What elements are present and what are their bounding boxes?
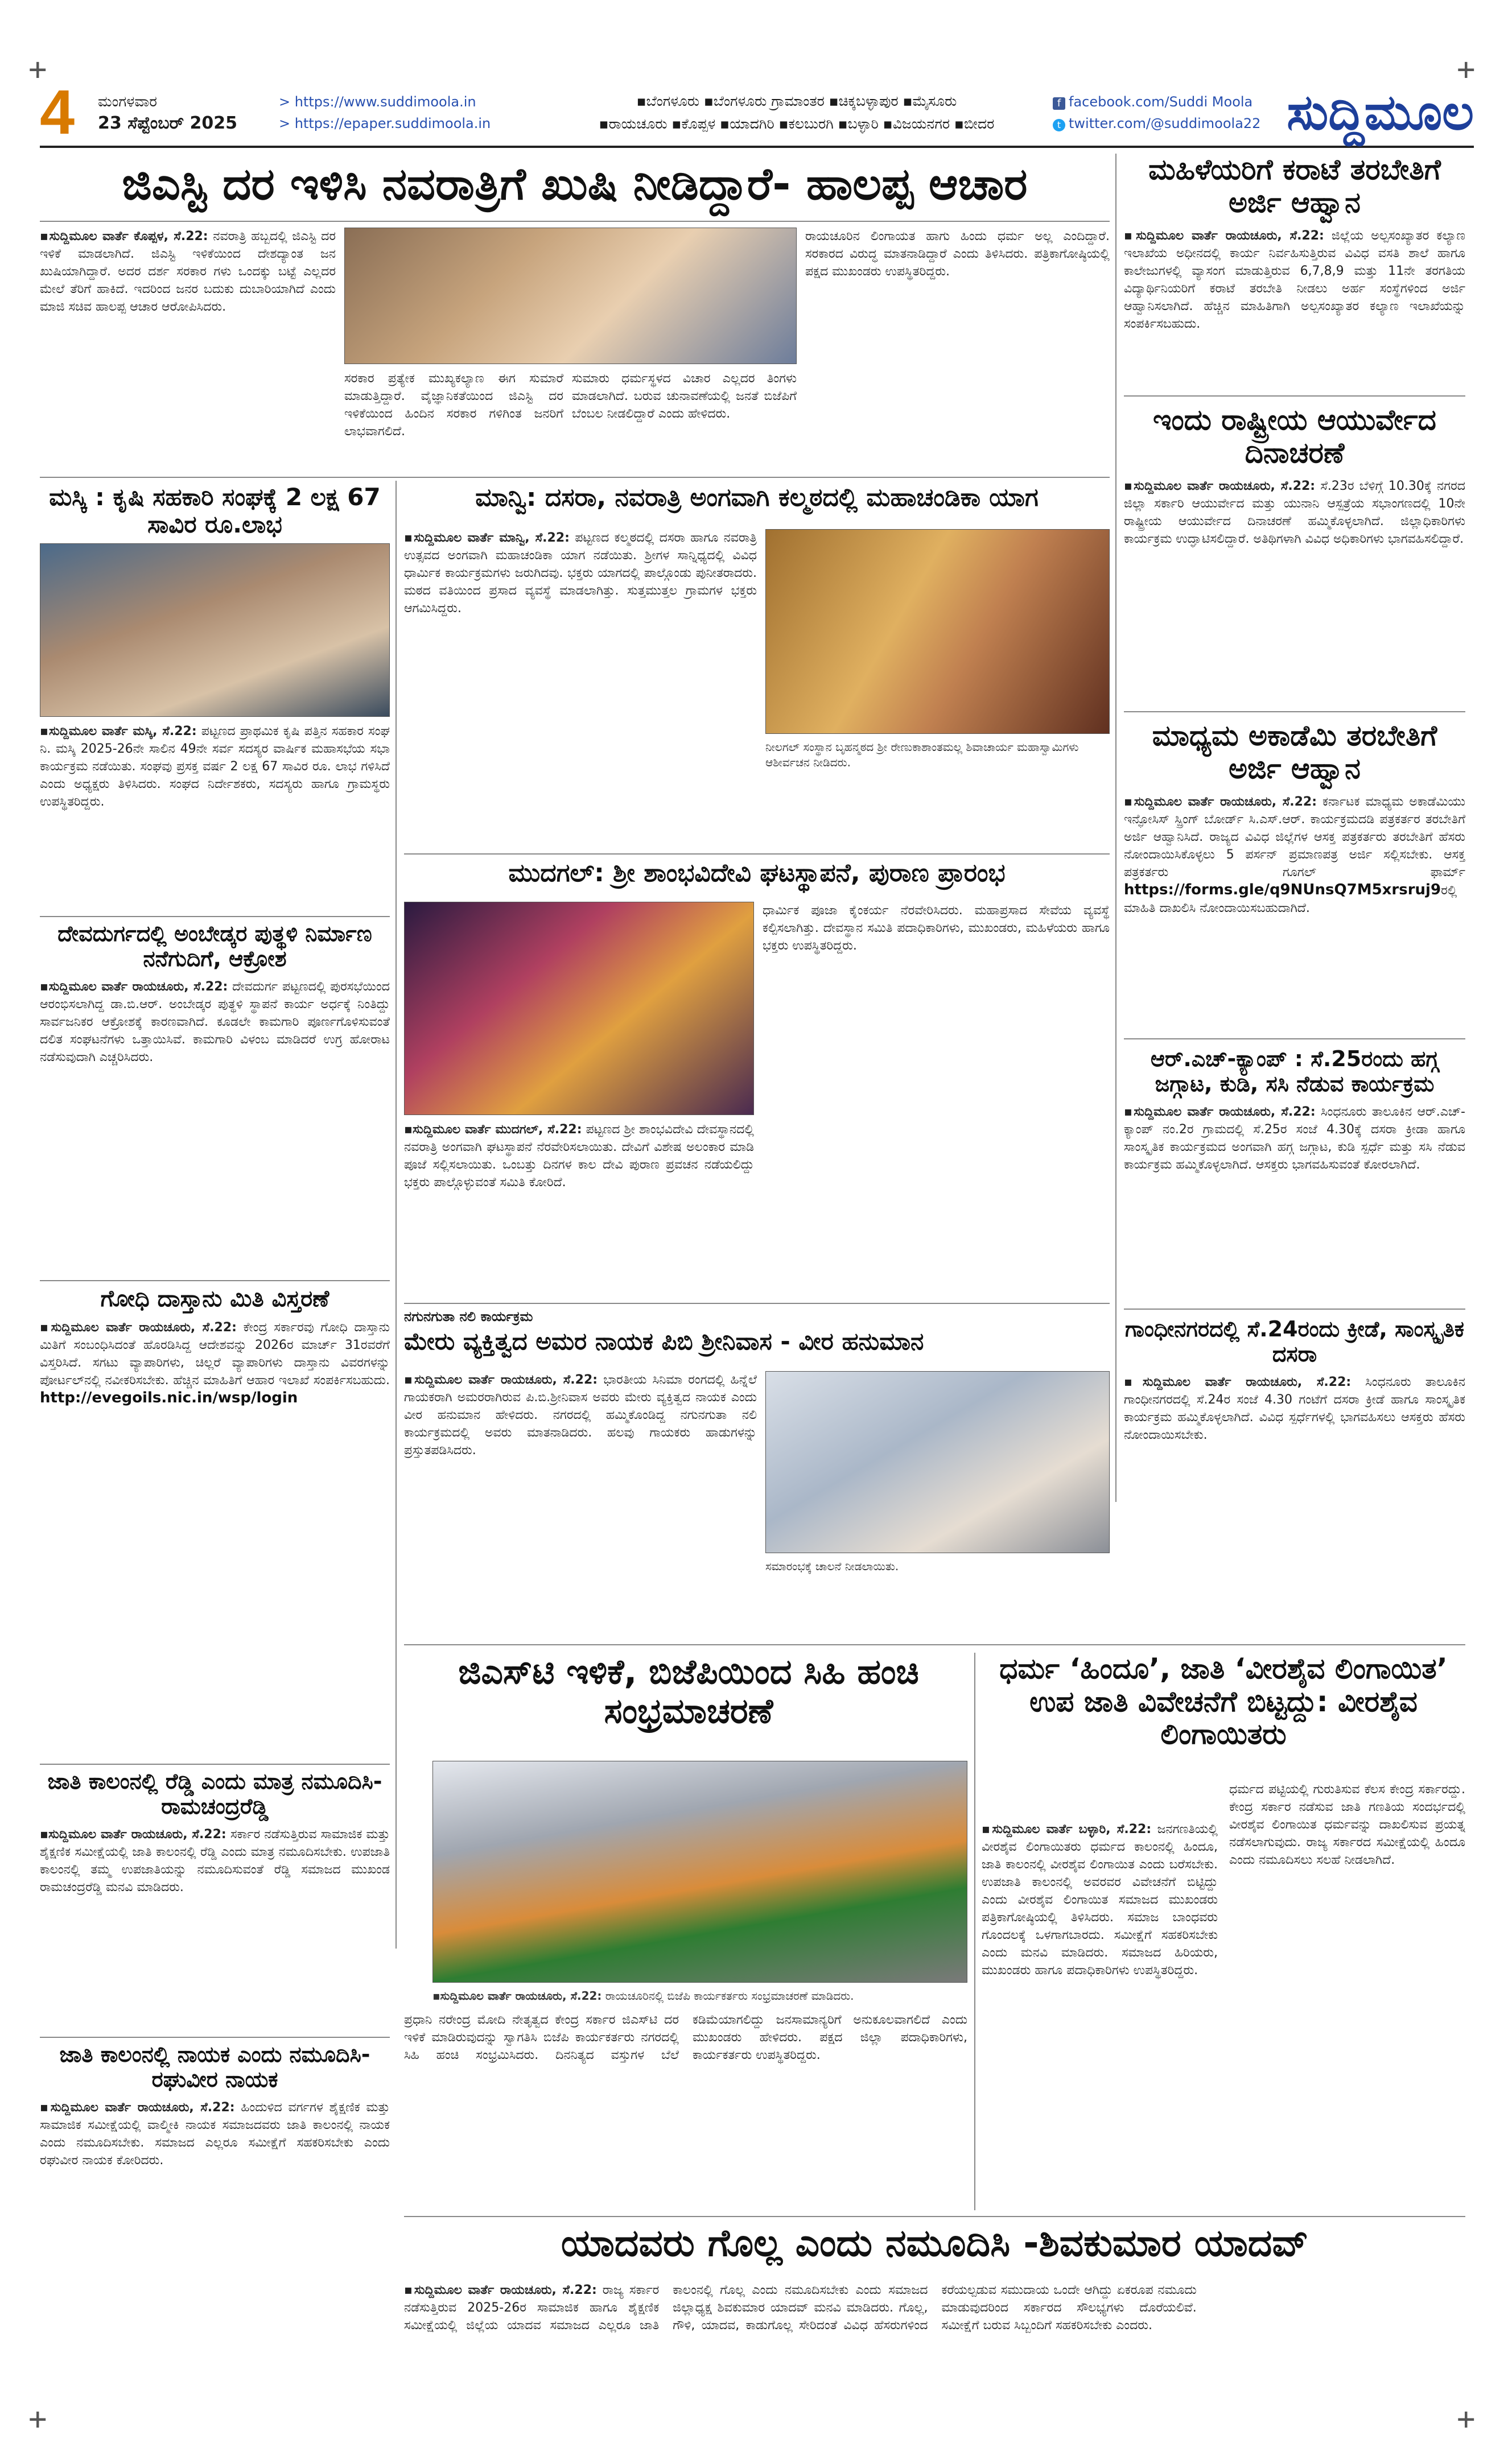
headline-media: ಮಾಧ್ಯಮ ಅಕಾಡೆಮಿ ತರಬೇತಿಗೆ ಅರ್ಜಿ ಆಹ್ವಾನ [1152,719,1437,785]
bjp-caption [432,1988,967,2004]
registration-mark: + [1457,2401,1476,2437]
kicker-pb-srinivas: ನಗುನಗುತಾ ನಲಿ ಕಾರ್ಯಕ್ರಮ [404,1309,533,1324]
byline-media: ▪ಸುದ್ದಿಮೂಲ ವಾರ್ತೆ ರಾಯಚೂರು, ಸೆ.22: [1124,795,1317,809]
bjp-caption-text: ರಾಯಚೂರಿನಲ್ಲಿ ಬಿಜೆಪಿ ಕಾರ್ಯಕರ್ತರು ಸಂಭ್ರಮಾಚರಣೆ ಮಾಡಿದರು. [605,1989,854,2003]
byline-yaga: ▪ಸುದ್ದಿಮೂಲ ವಾರ್ತೆ ಮಾನ್ವಿ, ಸೆ.22: [404,531,570,545]
photo-gst-press-meet [344,228,797,364]
headline-veerashaiva: ಧರ್ಮ ‘ಹಿಂದೂ’, ಜಾತಿ ‘ವೀರಶೈವ ಲಿಂಗಾಯಿತ’ ಉಪ ಜಾತಿ ವಿವೇಚನೆಗೆ ಬಿಟ್ಟದ್ದು: ವೀರಶೈವ ಲಿಂಗಾಯಿತರು [999,1652,1448,1751]
bjp-text: ಪ್ರಧಾನಿ ನರೇಂದ್ರ ಮೋದಿ ನೇತೃತ್ವದ ಕೇಂದ್ರ ಸರ್ಕಾರ ಜಿಎಸ್‌ಟಿ ದರ ಇಳಿಕೆ ಮಾಡಿರುವುದನ್ನು ಸ್ವಾಗತಿಸಿ ಬಿಜೆಪಿ ಕಾರ್ಯಕರ್ತರು ನಗರದಲ್ಲಿ ಸಿಹಿ ಹಂಚಿ ಸಂಭ್ರಮಿಸಿದರು. ದಿನನಿತ್ಯದ ವಸ್ತುಗಳ ಬೆಲೆ ಕಡಿಮೆಯಾಗಲಿದ್ದು ಜನಸಾಮಾನ್ಯರಿಗೆ ಅನುಕೂಲವಾಗಲಿದೆ ಎಂದು ಮುಖಂಡರು ಹೇಳಿದರು. ಪಕ್ಷದ ಜಿಲ್ಲಾ ಪದಾಧಿಕಾರಿಗಳು, ಕಾರ್ಯಕರ್ತರು ಉಪಸ್ಥಿತರಿದ್ದರು. [404,2013,967,2062]
byline-ayurveda: ▪ಸುದ್ದಿಮೂಲ ವಾರ್ತೆ ರಾಯಚೂರು, ಸೆ.22: [1124,479,1316,493]
gst-col-4 [805,228,1110,469]
masthead-logo: ಸುದ್ದಿಮೂಲ [1287,83,1474,141]
headline-mudagal: ಮುದಗಲ್: ಶ್ರೀ ಶಾಂಭವಿದೇವಿ ಘಟಸ್ಥಾಪನೆ, ಪುರಾಣ ಪ್ರಾರಂಭ [508,859,1006,888]
yaga-text-block [404,529,757,848]
yadava-text: ರಾಜ್ಯ ಸರ್ಕಾರ ನಡೆಸುತ್ತಿರುವ 2025-26ರ ಸಾಮಾಜಿಕ ಹಾಗೂ ಶೈಕ್ಷಣಿಕ ಸಮೀಕ್ಷೆಯಲ್ಲಿ ಜಿಲ್ಲೆಯ ಯಾದವ ಸಮಾಜದ ಎಲ್ಲರೂ ಜಾತಿ ಕಾಲಂನಲ್ಲಿ ಗೊಲ್ಲ ಎಂದು ನಮೂದಿಸಬೇಕು ಎಂದು ಸಮಾಜದ ಜಿಲ್ಲಾಧ್ಯಕ್ಷ ಶಿವಕುಮಾರ ಯಾದವ್ ಮನವಿ ಮಾಡಿದರು. ಗೊಲ್ಲ, ಗೌಳಿ, ಯಾದವ, ಕಾಡುಗೊಲ್ಲ ಸೇರಿದಂತೆ ವಿವಿಧ ಹೆಸರುಗಳಿಂದ ಕರೆಯಲ್ಪಡುವ ಸಮುದಾಯ ಒಂದೇ ಆಗಿದ್ದು ಏಕರೂಪ ನಮೂದು ಮಾಡುವುದರಿಂದ ಸರ್ಕಾರದ ಸೌಲಭ್ಯಗಳು ದೊರೆಯಲಿವೆ. ಸಮೀಕ್ಷೆಗೆ ಬರುವ ಸಿಬ್ಬಂದಿಗೆ ಸಹಕರಿಸಬೇಕು ಎಂದರು. [404,2283,1197,2333]
edition-cities [541,90,1053,135]
facebook-handle[interactable]: facebook.com/Suddi Moola [1069,94,1253,110]
article-yadava [404,2222,1465,2265]
bjp-text-block [404,2011,967,2205]
headline-pb-srinivas: ಮೇರು ವ್ಯಕ್ತಿತ್ವದ ಅಮರ ನಾಯಕ ಪಿಬಿ ಶ್ರೀನಿವಾಸ - ವೀರ ಹನುಮಾನ [404,1327,924,1355]
date-label: 23 ಸೆಪ್ಟೆಂಬರ್ 2025 [98,113,238,133]
day-label: ಮಂಗಳವಾರ [98,93,158,110]
photo-shambhavi-devi [404,902,754,1115]
oils-portal-link[interactable]: http://evegoils.nic.in/wsp/login [40,1389,298,1406]
website-link[interactable]: > https://www.suddimoola.in [279,94,476,110]
ayurveda-text: ಸೆ.23ರ ಬೆಳಿಗ್ಗೆ 10.30ಕ್ಕೆ ನಗರದ ಜಿಲ್ಲಾ ಸರ್ಕಾರಿ ಆಯುರ್ವೇದ ಮತ್ತು ಯುನಾನಿ ಆಸ್ಪತ್ರೆಯ ಸಭಾಂಗಣದಲ್ಲಿ 10ನೇ ರಾಷ್ಟ್ರೀಯ ಆಯುರ್ವೇದ ದಿನಾಚರಣೆ ಹಮ್ಮಿಕೊಳ್ಳಲಾಗಿದೆ. ಜಿಲ್ಲಾಧಿಕಾರಿಗಳು ಕಾರ್ಯಕ್ರಮ ಉದ್ಘಾಟಿಸಲಿದ್ದಾರೆ. ಅತಿಥಿಗಳಾಗಿ ವಿವಿಧ ಅಧಿಕಾರಿಗಳು ಭಾಗವಹಿಸಲಿದ್ದಾರೆ. [1124,479,1465,546]
twitter-icon: t [1053,119,1065,131]
article-rh-camp [1124,1047,1465,1297]
registration-mark: + [28,51,47,87]
headline-devadurga: ದೇವದುರ್ಗದಲ್ಲಿ ಅಂಬೇಡ್ಕರ ಪುತ್ಥಳಿ ನಿರ್ಮಾಣ ನನೆಗುದಿಗೆ, ಆಕ್ರೋಶ [57,921,372,971]
pb-srinivas-caption: ಸಮಾರಂಭಕ್ಕೆ ಚಾಲನೆ ನೀಡಲಾಯಿತು. [765,1559,899,1573]
byline-rh-camp: ▪ಸುದ್ದಿಮೂಲ ವಾರ್ತೆ ರಾಯಚೂರು, ಸೆ.22: [1124,1105,1316,1120]
registration-mark: + [1457,51,1476,87]
facebook-link[interactable] [1053,91,1269,113]
maski-text: ಪಟ್ಟಣದ ಪ್ರಾಥಮಿಕ ಕೃಷಿ ಪತ್ತಿನ ಸಹಕಾರ ಸಂಘ ನಿ. ಮಸ್ಕಿ 2025-26ನೇ ಸಾಲಿನ 49ನೇ ಸರ್ವ ಸದಸ್ಯರ ವಾರ್ಷಿಕ ಮಹಾಸಭೆಯ ಸಭಾ ಕಾರ್ಯಕ್ರಮ ನಡೆಯಿತು. ಸಂಘವು ಪ್ರಸಕ್ತ ವರ್ಷ 2 ಲಕ್ಷ 67 ಸಾವಿರ ರೂ. ಲಾಭ ಗಳಿಸಿದೆ ಎಂದು ಅಧ್ಯಕ್ಷರು ತಿಳಿಸಿದರು. ಸಂಘದ ನಿರ್ದೇಶಕರು, ಸದಸ್ಯರು ಹಾಗೂ ಗ್ರಾಮಸ್ಥರು ಉಪಸ್ಥಿತರಿದ್ದರು. [40,724,390,809]
epaper-url[interactable]: https://epaper.suddimoola.in [294,115,491,131]
article-reddy [40,1769,390,2008]
headline-gandhinagar: ಗಾಂಧೀನಗರದಲ್ಲಿ ಸೆ.24ರಂದು ಕ್ರೀಡೆ, ಸಾಂಸ್ಕೃತಿಕ ದಸರಾ [1125,1316,1464,1367]
byline-yadava: ▪ಸುದ್ದಿಮೂಲ ವಾರ್ತೆ ರಾಯಚೂರು, ಸೆ.22: [404,2283,597,2297]
byline-reddy: ▪ಸುದ್ದಿಮೂಲ ವಾರ್ತೆ ರಾಯಚೂರು, ಸೆ.22: [40,1827,226,1842]
yaga-text: ಪಟ್ಟಣದ ಕಲ್ಮಠದಲ್ಲಿ ದಸರಾ ಹಾಗೂ ನವರಾತ್ರಿ ಉತ್ಸವದ ಅಂಗವಾಗಿ ಮಹಾಚಂಡಿಕಾ ಯಾಗ ನಡೆಯಿತು. ಶ್ರೀಗಳ ಸಾನ್ನಿಧ್ಯದಲ್ಲಿ ವಿವಿಧ ಧಾರ್ಮಿಕ ಕಾರ್ಯಕ್ರಮಗಳು ಜರುಗಿದವು. ಭಕ್ತರು ಯಾಗದಲ್ಲಿ ಪಾಲ್ಗೊಂಡು ಪುನೀತರಾದರು. ಮಠದ ವತಿಯಿಂದ ಪ್ರಸಾದ ವ್ಯವಸ್ಥೆ ಮಾಡಲಾಗಿತ್ತು. ಸುತ್ತಮುತ್ತಲ ಗ್ರಾಮಗಳ ಭಕ್ತರು ಆಗಮಿಸಿದ್ದರು. [404,531,757,616]
page-header [40,77,1474,148]
website-url[interactable]: https://www.suddimoola.in [294,94,476,110]
article-wheat [40,1286,390,1654]
article-ayurveda [1124,404,1465,665]
pb-srinivas-text: ಭಾರತೀಯ ಸಿನಿಮಾ ರಂಗದಲ್ಲಿ ಹಿನ್ನೆಲೆ ಗಾಯಕರಾಗಿ ಅಮರರಾಗಿರುವ ಪಿ.ಬಿ.ಶ್ರೀನಿವಾಸ ಅವರು ಮೇರು ವ್ಯಕ್ತಿತ್ವದ ನಾಯಕ ಎಂದು ವೀರ ಹನುಮಾನ ಹೇಳಿದರು. ನಗರದಲ್ಲಿ ಹಮ್ಮಿಕೊಂಡಿದ್ದ ನಗುನಗುತಾ ನಲಿ ಕಾರ್ಯಕ್ರಮದಲ್ಲಿ ಅವರು ಮಾತನಾಡಿದರು. ಹಲವು ಗಾಯಕರು ಹಾಡುಗಳನ್ನು ಪ್ರಸ್ತುತಪಡಿಸಿದರು. [404,1373,757,1458]
article-gst [40,154,1110,221]
article-chandika-yaga [404,484,1110,513]
article-devadurga [40,922,390,1240]
headline-yadava: ಯಾದವರು ಗೊಲ್ಲ ಎಂದು ನಮೂದಿಸಿ -ಶಿವಕುಮಾರ ಯಾದವ್ [561,2221,1309,2265]
yaga-caption: ನೀಲಗಲ್ ಸಂಸ್ಥಾನ ಬೃಹನ್ಮಠದ ಶ್ರೀ ರೇಣುಕಾಶಾಂತಮಲ್ಲ ಶಿವಾಚಾರ್ಯ ಮಹಾಸ್ವಾಮಿಗಳು ಆಶೀರ್ವಚನ ನೀಡಿದರು. [765,740,1079,769]
article-bjp [404,1653,973,1731]
gst-col-2 [344,370,563,469]
headline-gst: ಜಿಎಸ್ಟಿ ದರ ಇಳಿಸಿ ನವರಾತ್ರಿಗೆ ಖುಷಿ ನೀಡಿದ್ದಾರೆ- ಹಾಲಪ್ಪ ಆಚಾರ [122,159,1028,210]
headline-rh-camp: ಆರ್.ಎಚ್-ಕ್ಯಾಂಪ್ : ಸೆ.25ರಂದು ಹಗ್ಗ ಜಗ್ಗಾಟ, ಕುಡಿ, ಸಸಿ ನೆಡುವ ಕಾರ್ಯಕ್ರಮ [1150,1046,1439,1096]
gst-text-3: ಸುಮಾರು ಧರ್ಮಸ್ಥಳದ ವಿಚಾರ ಎಲ್ಲದರ ತಿಂಗಳು ಮಾಡಲಾಗಿದೆ. ಬರುವ ಚುನಾವಣೆಯಲ್ಲಿ ಜನತೆ ಬಿಜೆಪಿಗೆ ಬೆಂಬಲ ನೀಡಲಿದ್ದಾರೆ ಎಂದು ಹೇಳಿದರು. [572,372,797,421]
article-mudagal [404,859,1110,888]
veerashaiva-col-2 [1229,1781,1465,2207]
mudagal-text-block [404,1121,754,1297]
headline-chandika-yaga: ಮಾನ್ವಿ: ದಸರಾ, ನವರಾತ್ರಿ ಅಂಗವಾಗಿ ಕಲ್ಮಠದಲ್ಲಿ ಮಹಾಚಂಡಿಕಾ ಯಾಗ [475,483,1039,512]
nayaka-text: ಹಿಂದುಳಿದ ವರ್ಗಗಳ ಶೈಕ್ಷಣಿಕ ಮತ್ತು ಸಾಮಾಜಿಕ ಸಮೀಕ್ಷೆಯಲ್ಲಿ ವಾಲ್ಮೀಕಿ ನಾಯಕ ಸಮಾಜದವರು ಜಾತಿ ಕಾಲಂನಲ್ಲಿ ನಾಯಕ ಎಂದು ನಮೂದಿಸಬೇಕು. ಸಮಾಜದ ಎಲ್ಲರೂ ಸಮೀಕ್ಷೆಗೆ ಸಹಕರಿಸಬೇಕು ಎಂದು ರಘುವೀರ ನಾಯಕ ಕೋರಿದರು. [40,2100,390,2168]
mudagal-text-block-2 [763,902,1110,1297]
headline-bjp: ಜಿಎಸ್‌ಟಿ ಇಳಿಕೆ, ಬಿಜೆಪಿಯಿಂದ ಸಿಹಿ ಹಂಚಿ ಸಂಭ್ರಮಾಚರಣೆ [458,1652,919,1731]
reddy-text: ಸರ್ಕಾರ ನಡೆಸುತ್ತಿರುವ ಸಾಮಾಜಿಕ ಮತ್ತು ಶೈಕ್ಷಣಿಕ ಸಮೀಕ್ಷೆಯಲ್ಲಿ ಜಾತಿ ಕಾಲಂನಲ್ಲಿ ರೆಡ್ಡಿ ಎಂದು ಮಾತ್ರ ನಮೂದಿಸಬೇಕು. ಉಪಜಾತಿ ಕಾಲಂನಲ್ಲಿ ತಮ್ಮ ಉಪಜಾತಿಯನ್ನು ನಮೂದಿಸುವಂತೆ ರೆಡ್ಡಿ ಸಮಾಜದ ಮುಖಂಡ ರಾಮಚಂದ್ರರೆಡ್ಡಿ ಮನವಿ ಮಾಡಿದರು. [40,1827,390,1895]
twitter-link[interactable] [1053,113,1269,134]
yadava-text-block [404,2281,1465,2395]
gst-text-2: ಸರಕಾರ ಪ್ರತ್ಯೇಕ ಮುಖ್ಯಕಲ್ಯಾಣ ಈಗ ಸುಮಾರೆ ಮಾಡುತ್ತಿದ್ದಾರೆ. ವೈಜ್ಞಾನಿಕತೆಯಿಂದ ಜಿಎಸ್ಟಿ ದರ ಇಳಿಕೆಯಿಂದ ಹಿಂದಿನ ಸರಕಾರ ಗಳಿಗಿಂತ ಜನರಿಗೆ ಲಾಭವಾಗಲಿದೆ. [344,372,563,439]
article-pb-srinivas [404,1309,1110,1355]
maski-text-block [40,723,390,910]
headline-nayaka: ಜಾತಿ ಕಾಲಂನಲ್ಲಿ ನಾಯಕ ಎಂದು ನಮೂದಿಸಿ-ರಘುವೀರ ನಾಯಕ [59,2042,370,2092]
byline-bjp: ▪ಸುದ್ದಿಮೂಲ ವಾರ್ತೆ ರಾಯಚೂರು, ಸೆ.22: [432,1989,602,2003]
page-number: 4 [40,77,75,147]
rh-camp-text: ಸಿಂಧನೂರು ತಾಲೂಕಿನ ಆರ್.ಎಚ್-ಕ್ಯಾಂಪ್ ನಂ.2ರ ಗ್ರಾಮದಲ್ಲಿ ಸೆ.25ರ ಸಂಜೆ 4.30ಕ್ಕೆ ದಸರಾ ಕ್ರೀಡಾ ಹಾಗೂ ಸಾಂಸ್ಕೃತಿಕ ಕಾರ್ಯಕ್ರಮದ ಅಂಗವಾಗಿ ಹಗ್ಗ ಜಗ್ಗಾಟ, ಕುಡಿ ಸ್ಪರ್ಧೆ ಮತ್ತು ಸಸಿ ನೆಡುವ ಕಾರ್ಯಕ್ರಮ ಹಮ್ಮಿಕೊಳ್ಳಲಾಗಿದೆ. ಆಸಕ್ತರು ಭಾಗವಹಿಸುವಂತೆ ಕೋರಲಾಗಿದೆ. [1124,1105,1465,1173]
headline-reddy: ಜಾತಿ ಕಾಲಂನಲ್ಲಿ ರೆಡ್ಡಿ ಎಂದು ಮಾತ್ರ ನಮೂದಿಸಿ-ರಾಮಚಂದ್ರರೆಡ್ಡಿ [47,1769,382,1819]
gst-text-1: ನವರಾತ್ರಿ ಹಬ್ಬದಲ್ಲಿ ಜಿಎಸ್ಟಿ ದರ ಇಳಿಕೆ ಮಾಡಲಾಗಿದೆ. ಜಿಎಸ್ಟಿ ಇಳಿಕೆಯಿಂದ ದೇಶದ್ಯಾಂತ ಜನ ಖುಷಿಯಾಗಿದ್ದಾರೆ. ಅದರ ದರ್ಶ ಸರಕಾರ ಗಳು ಒಂದಕ್ಕು ಬಟ್ಟೆ ಎಲ್ಲದರ ಮೇಲೆ ತೆರಿಗೆ ಹಾಕಿದೆ. ಇದರಿಂದ ಜನರ ಬದುಕು ದುಬಾರಿಯಾಗಿದೆ ಎಂದು ಮಾಜಿ ಸಚಿವ ಹಾಲಪ್ಪ ಆಚಾರ ಆರೋಪಿಸಿದರು. [40,229,336,314]
byline-pb-srinivas: ▪ಸುದ್ದಿಮೂಲ ವಾರ್ತೆ ರಾಯಚೂರು, ಸೆ.22: [404,1373,598,1387]
article-gandhinagar [1124,1317,1465,1504]
byline-gst: ▪ಸುದ್ದಿಮೂಲ ವಾರ್ತೆ ಕೊಪ್ಪಳ, ಸೆ.22: [40,229,208,243]
gst-text-4: ರಾಯಚೂರಿನ ಲಿಂಗಾಯತ ಹಾಗು ಹಿಂದು ಧರ್ಮ ಅಲ್ಲ ಎಂದಿದ್ದಾರೆ. ಸರಕಾರದ ವಿರುದ್ಧ ಮಾತನಾಡಿದ್ದಾರೆ ಎಂದು ತಿಳಿಸಿದರು. ಪತ್ರಿಕಾಗೋಷ್ಠಿಯಲ್ಲಿ ಪಕ್ಷದ ಮುಖಂಡರು ಉಪಸ್ಥಿತರಿದ್ದರು. [805,229,1110,279]
wheat-text: ಕೇಂದ್ರ ಸರ್ಕಾರವು ಗೋಧಿ ದಾಸ್ತಾನು ಮಿತಿಗೆ ಸಂಬಂಧಿಸಿದಂತೆ ಹೊರಡಿಸಿದ್ದ ಆದೇಶವನ್ನು 2026ರ ಮಾರ್ಚ್ 31ರವರೆಗೆ ವಿಸ್ತರಿಸಿದೆ. ಸಗಟು ವ್ಯಾಪಾರಿಗಳು, ಚಿಲ್ಲರೆ ವ್ಯಾಪಾರಿಗಳು ದಾಸ್ತಾನು ವಿವರಗಳನ್ನು ಪೋರ್ಟಲ್‌ನಲ್ಲಿ ನವೀಕರಿಸಬೇಕು. ಹೆಚ್ಚಿನ ಮಾಹಿತಿಗೆ ಆಹಾರ ಇಲಾಖೆ ಸಂಪರ್ಕಿಸಬಹುದು. [40,1320,390,1388]
headline-ayurveda: ಇಂದು ರಾಷ್ಟ್ರೀಯ ಆಯುರ್ವೇದ ದಿನಾಚರಣೆ [1153,403,1436,469]
mudagal-text-2: ಧಾರ್ಮಿಕ ಪೂಜಾ ಕೈಂಕರ್ಯ ನೆರವೇರಿಸಿದರು. ಮಹಾಪ್ರಸಾದ ಸೇವೆಯ ವ್ಯವಸ್ಥೆ ಕಲ್ಪಿಸಲಾಗಿತ್ತು. ದೇವಸ್ಥಾನ ಸಮಿತಿ ಪದಾಧಿಕಾರಿಗಳು, ಮುಖಂಡರು, ಮಹಿಳೆಯರು ಹಾಗೂ ಭಕ್ತರು ಉಪಸ್ಥಿತರಿದ್ದರು. [763,903,1110,953]
byline-karate: ▪ಸುದ್ದಿಮೂಲ ವಾರ್ತೆ ರಾಯಚೂರು, ಸೆ.22: [1124,229,1324,243]
photo-maski-meeting [40,543,390,717]
registration-mark: + [28,2401,47,2437]
gst-col-1 [40,228,336,467]
byline-veerashaiva: ▪ಸುದ್ದಿಮೂಲ ವಾರ್ತೆ ಬಳ್ಳಾರಿ, ಸೆ.22: [982,1822,1152,1836]
byline-mudagal: ▪ಸುದ್ದಿಮೂಲ ವಾರ್ತೆ ಮುದಗಲ್, ಸೆ.22: [404,1122,582,1137]
headline-wheat: ಗೋಧಿ ದಾಸ್ತಾನು ಮಿತಿ ವಿಸ್ತರಣೆ [100,1286,329,1312]
gandhinagar-text: ಸಿಂಧನೂರು ತಾಲೂಕಿನ ಗಾಂಧೀನಗರದಲ್ಲಿ ಸೆ.24ರ ಸಂಜೆ 4.30 ಗಂಟೆಗೆ ದಸರಾ ಕ್ರೀಡೆ ಹಾಗೂ ಸಾಂಸ್ಕೃತಿಕ ಕಾರ್ಯಕ್ರಮ ಹಮ್ಮಿಕೊಳ್ಳಲಾಗಿದೆ. ವಿವಿಧ ಸ್ಪರ್ಧೆಗಳಲ್ಲಿ ಭಾಗವಹಿಸಲು ಆಸಕ್ತರು ಹೆಸರು ನೋಂದಾಯಿಸಬೇಕು. [1124,1375,1465,1443]
date-block [91,91,279,134]
media-tail: ರಲ್ಲಿ ಮಾಹಿತಿ ದಾಖಲಿಸಿ ನೋಂದಾಯಿಸಬಹುದಾಗಿದೆ. [1124,884,1457,915]
veerashaiva-text-2: ಧರ್ಮದ ಪಟ್ಟಿಯಲ್ಲಿ ಗುರುತಿಸುವ ಕೆಲಸ ಕೇಂದ್ರ ಸರ್ಕಾರದ್ದು. ಕೇಂದ್ರ ಸರ್ಕಾರ ನಡೆಸುವ ಜಾತಿ ಗಣತಿಯ ಸಂದರ್ಭದಲ್ಲಿ ವೀರಶೈವ ಲಿಂಗಾಯಿತ ಧರ್ಮವನ್ನು ದಾಖಲಿಸುವ ಪ್ರಯತ್ನ ನಡೆಸಲಾಗುವುದು. ರಾಜ್ಯ ಸರ್ಕಾರದ ಸಮೀಕ್ಷೆಯಲ್ಲಿ ಹಿಂದೂ ಎಂದು ನಮೂದಿಸಲು ಸಲಹೆ ನೀಡಲಾಗಿದೆ. [1229,1782,1465,1867]
epaper-link[interactable]: > https://epaper.suddimoola.in [279,115,491,131]
cities-line-1: ▪ಬೆಂಗಳೂರು ▪ಬೆಂಗಳೂರು ಗ್ರಾಮಾಂತರ ▪ಚಿಕ್ಕಬಳ್ಳಾಪುರ ▪ಮೈಸೂರು [636,93,957,109]
karate-text: ಜಿಲ್ಲೆಯ ಅಲ್ಪಸಂಖ್ಯಾತರ ಕಲ್ಯಾಣ ಇಲಾಖೆಯ ಅಧೀನದಲ್ಲಿ ಕಾರ್ಯ ನಿರ್ವಹಿಸುತ್ತಿರುವ ವಿವಿಧ ವಸತಿ ಶಾಲೆ ಹಾಗೂ ಕಾಲೇಜುಗಳಲ್ಲಿ ವ್ಯಾಸಂಗ ಮಾಡುತ್ತಿರುವ 6,7,8,9 ಮತ್ತು 11ನೇ ತರಗತಿಯ ವಿದ್ಯಾರ್ಥಿನಿಯರಿಗೆ ಕರಾಟೆ ತರಬೇತಿ ನೀಡಲು ಅರ್ಹ ಸಂಸ್ಥೆಗಳಿಂದ ಅರ್ಜಿ ಆಹ್ವಾನಿಸಲಾಗಿದೆ. ಹೆಚ್ಚಿನ ಮಾಹಿತಿಗಾಗಿ ಅಲ್ಪಸಂಖ್ಯಾತರ ಕಲ್ಯಾಣ ಇಲಾಖೆಯನ್ನು ಸಂಪರ್ಕಿಸಬಹುದು. [1124,229,1465,331]
headline-karate: ಮಹಿಳೆಯರಿಗೆ ಕರಾಟೆ ತರಬೇತಿಗೆ ಅರ್ಜಿ ಆಹ್ವಾನ [1148,153,1441,219]
byline-nayaka: ▪ಸುದ್ದಿಮೂಲ ವಾರ್ತೆ ರಾಯಚೂರು, ಸೆ.22: [40,2100,235,2115]
article-nayaka [40,2042,390,2395]
article-karate [1124,154,1465,398]
cities-line-2: ▪ರಾಯಚೂರು ▪ಕೊಪ್ಪಳ ▪ಯಾದಗಿರಿ ▪ಕಲಬುರಗಿ ▪ಬಳ್ಳಾರಿ ▪ವಿಜಯನಗರ ▪ಬೀದರ [599,115,995,132]
media-text: ಕರ್ನಾಟಕ ಮಾಧ್ಯಮ ಅಕಾಡೆಮಿಯು ಇನ್ಫೋಸಿಸ್ ಸ್ಪ್ರಿಂಗ್ ಬೋರ್ಡ್ ಸಿ.ಎಸ್.ಆರ್. ಕಾರ್ಯಕ್ರಮದಡಿ ಪತ್ರಕರ್ತರ ತರಬೇತಿಗೆ ಅರ್ಜಿ ಆಹ್ವಾನಿಸಿದೆ. ರಾಜ್ಯದ ವಿವಿಧ ಜಿಲ್ಲೆಗಳ ಆಸಕ್ತ ಪತ್ರಕರ್ತರು ತರಬೇತಿಗೆ ಹೆಸರು ನೋಂದಾಯಿಸಿಕೊಳ್ಳಲು 5 ಪರ್ಸನ್ ಪ್ರಮಾಣಪತ್ರ ಅರ್ಜಿ ಸಲ್ಲಿಸಬೇಕು. ಆಸಕ್ತ ಪತ್ರಕರ್ತರು ಗೂಗಲ್ ಫಾರ್ಮ್ [1124,795,1465,880]
byline-devadurga: ▪ಸುದ್ದಿಮೂಲ ವಾರ್ತೆ ರಾಯಚೂರು, ಸೆ.22: [40,980,228,994]
byline-wheat: ▪ಸುದ್ದಿಮೂಲ ವಾರ್ತೆ ರಾಯಚೂರು, ಸೆ.22: [40,1320,237,1335]
gst-col-3 [572,370,797,469]
byline-maski: ▪ಸುದ್ದಿಮೂಲ ವಾರ್ತೆ ಮಸ್ಕಿ, ಸೆ.22: [40,724,197,738]
social-links [1053,91,1269,134]
article-maski [40,484,390,539]
veerashaiva-text: ಜನಗಣತಿಯಲ್ಲಿ ವೀರಶೈವ ಲಿಂಗಾಯಿತರು ಧರ್ಮದ ಕಾಲಂನಲ್ಲಿ ಹಿಂದೂ, ಜಾತಿ ಕಾಲಂನಲ್ಲಿ ವೀರಶೈವ ಲಿಂಗಾಯಿತ ಎಂದು ಬರೆಸಬೇಕು. ಉಪಜಾತಿ ಕಾಲಂನಲ್ಲಿ ಅವರವರ ವಿವೇಚನೆಗೆ ಬಿಟ್ಟಿದ್ದು ಎಂದು ವೀರಶೈವ ಲಿಂಗಾಯಿತ ಸಮಾಜದ ಮುಖಂಡರು ಪತ್ರಿಕಾಗೋಷ್ಠಿಯಲ್ಲಿ ತಿಳಿಸಿದರು. ಸಮಾಜ ಬಾಂಧವರು ಗೊಂದಲಕ್ಕೆ ಒಳಗಾಗಬಾರದು. ಸಮೀಕ್ಷೆಗೆ ಸಹಕರಿಸಬೇಕು ಎಂದು ಮನವಿ ಮಾಡಿದರು. ಸಮಾಜದ ಹಿರಿಯರು, ಮುಖಂಡರು ಹಾಗೂ ಪದಾಧಿಕಾರಿಗಳು ಉಪಸ್ಥಿತರಿದ್ದರು. [982,1822,1218,1978]
article-veerashaiva [982,1653,1465,1751]
photo-yaga [765,529,1110,734]
headline-maski: ಮಸ್ಕಿ : ಕೃಷಿ ಸಹಕಾರಿ ಸಂಘಕ್ಕೆ 2 ಲಕ್ಷ 67 ಸಾವಿರ ರೂ.ಲಾಭ [49,483,381,539]
twitter-handle[interactable]: twitter.com/@suddimoola22 [1069,115,1261,131]
article-media-academy [1124,720,1465,981]
veerashaiva-col-1 [982,1821,1218,2207]
devadurga-text: ದೇವದುರ್ಗ ಪಟ್ಟಣದಲ್ಲಿ ಪುರಸಭೆಯಿಂದ ಆರಂಭಿಸಲಾಗಿದ್ದ ಡಾ.ಬಿ.ಆರ್. ಅಂಬೇಡ್ಕರ ಪುತ್ಥಳಿ ಸ್ಥಾಪನೆ ಕಾರ್ಯ ಅರ್ಧಕ್ಕೆ ನಿಂತಿದ್ದು ಸಾರ್ವಜನಿಕರ ಆಕ್ರೋಶಕ್ಕೆ ಕಾರಣವಾಗಿದೆ. ಕೂಡಲೇ ಕಾಮಗಾರಿ ಪೂರ್ಣಗೊಳಿಸುವಂತೆ ದಲಿತ ಸಂಘಟನೆಗಳು ಒತ್ತಾಯಿಸಿವೆ. ಕಾಮಗಾರಿ ವಿಳಂಬ ಮಾಡಿದರೆ ಉಗ್ರ ಹೋರಾಟ ನಡೆಸುವುದಾಗಿ ಎಚ್ಚರಿಸಿದರು. [40,980,390,1065]
web-links [279,91,541,134]
facebook-icon: f [1053,97,1065,110]
mudagal-text: ಪಟ್ಟಣದ ಶ್ರೀ ಶಾಂಭವಿದೇವಿ ದೇವಸ್ಥಾನದಲ್ಲಿ ನವರಾತ್ರಿ ಅಂಗವಾಗಿ ಘಟಸ್ಥಾಪನೆ ನೆರವೇರಿಸಲಾಯಿತು. ದೇವಿಗೆ ವಿಶೇಷ ಅಲಂಕಾರ ಮಾಡಿ ಪೂಜೆ ಸಲ್ಲಿಸಲಾಯಿತು. ಒಂಬತ್ತು ದಿನಗಳ ಕಾಲ ದೇವಿ ಪುರಾಣ ಪ್ರವಚನ ನಡೆಯಲಿದ್ದು ಭಕ್ತರು ಪಾಲ್ಗೊಳ್ಳುವಂತೆ ಸಮಿತಿ ಕೋರಿದೆ. [404,1122,754,1190]
google-form-link[interactable]: https://forms.gle/q9NUnsQ7M5xrsruj9 [1124,881,1441,898]
photo-bjp-celebration [432,1761,967,1983]
photo-pb-srinivas-event [765,1371,1110,1553]
pb-srinivas-text-block [404,1371,757,1638]
byline-gandhinagar: ▪ಸುದ್ದಿಮೂಲ ವಾರ್ತೆ ರಾಯಚೂರು, ಸೆ.22: [1124,1375,1352,1390]
